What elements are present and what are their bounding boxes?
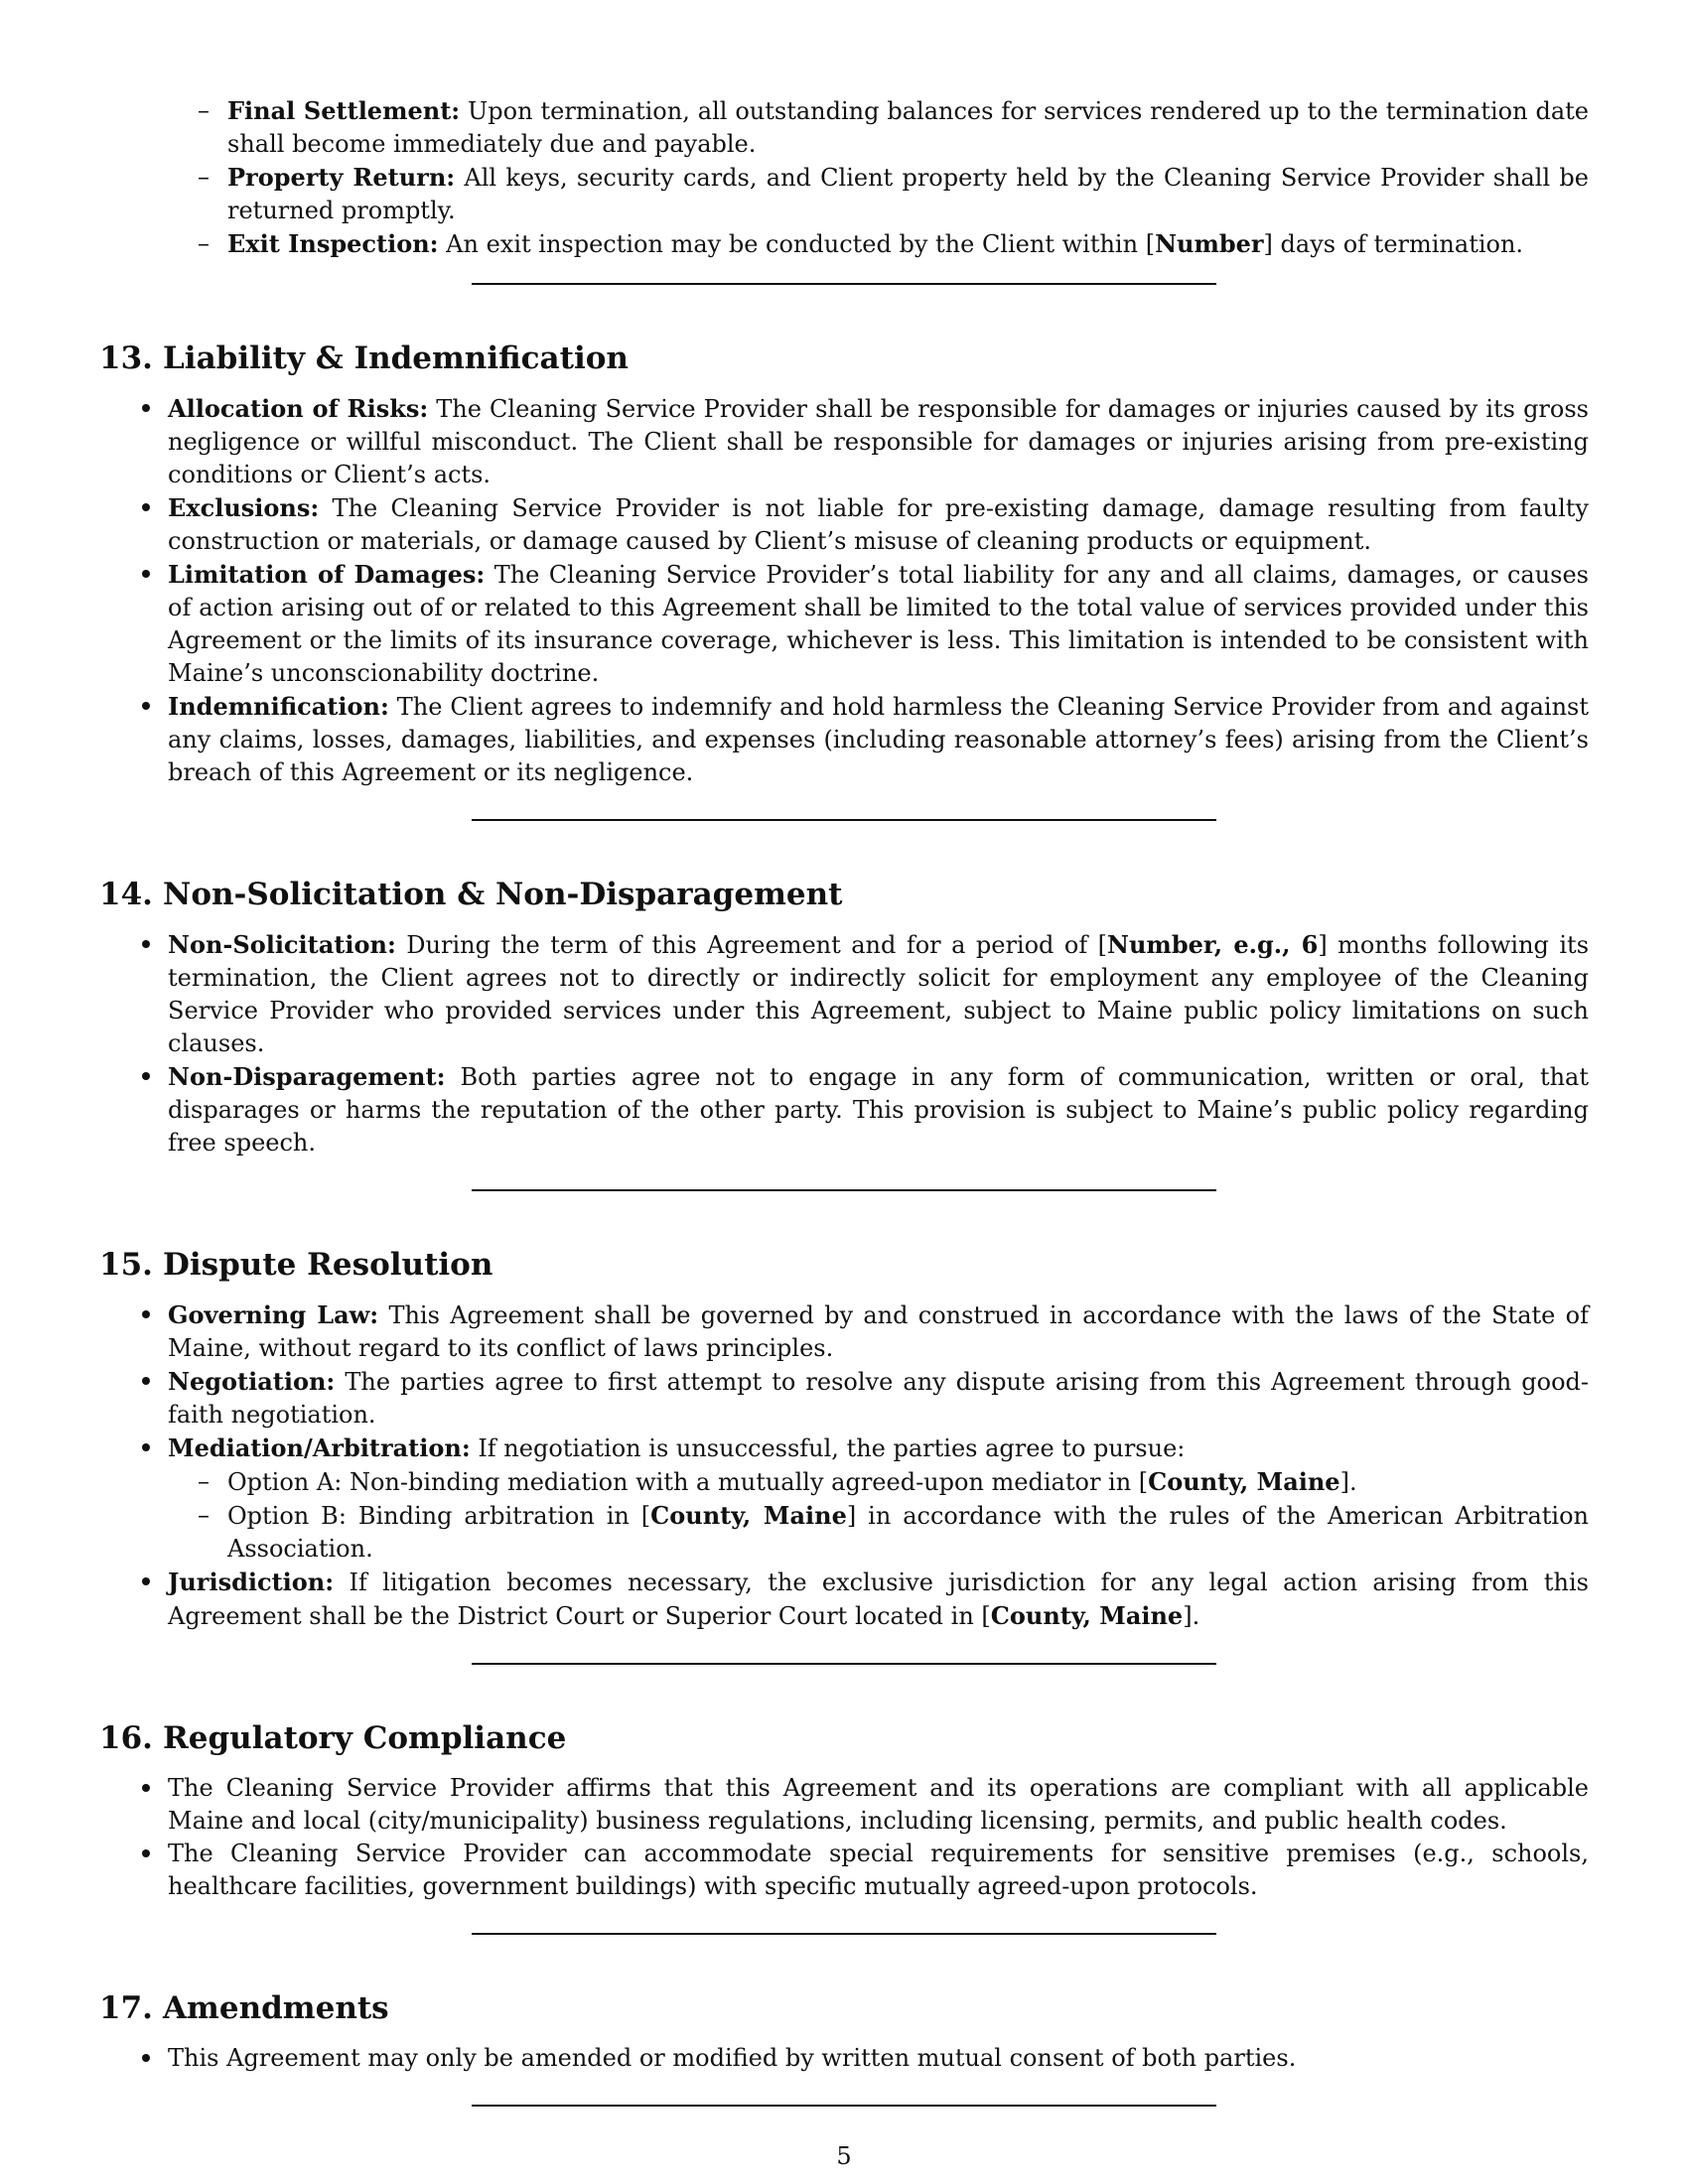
section-number: 17. [99,1990,153,2026]
bullet-marker [142,570,150,578]
dash-marker: – [198,163,210,191]
item-text: Option B: Binding arbitration in [ [227,1502,651,1530]
item-label: Limitation of Damages: [168,560,486,589]
item-text: If negotiation is unsuccessful, the parties agree to pursue: [470,1434,1186,1462]
item-text: The Cleaning Service Provider shall be responsible for damages or injuries caused by its gross negligence or willful misconduct. The Client shall be responsible for damages or injuries arising from pre-existing conditions or Client’s acts. [168,395,1589,488]
item-text: If litigation becomes necessary, the exclusive jurisdiction for any legal action arising from this Agreement shall be the District Court or Superior Court located in [ [168,1569,1589,1630]
bullet-marker [142,1577,150,1585]
item-label: Negotiation: [168,1367,336,1396]
section-divider [472,1933,1216,1935]
list-item [198,161,1589,227]
section-number: 14. [99,877,153,912]
bullet-marker [142,1072,150,1080]
section-heading-16 [99,1718,1589,1758]
section-17-list [99,2042,1589,2075]
section-title: Dispute Resolution [163,1247,493,1283]
section-number: 16. [99,1720,153,1756]
section-divider [472,1663,1216,1665]
item-label: Non-Disparagement: [168,1062,446,1091]
bullet-marker [142,1784,150,1792]
item-label: Exclusions: [168,493,320,522]
list-item [198,94,1589,161]
list-item [168,1566,1589,1633]
bullet-marker [142,940,150,948]
list-item [168,491,1589,558]
section-15-list [99,1298,1589,1633]
section-divider [472,1189,1216,1191]
section-14-list [99,928,1589,1160]
bullet-marker [142,1310,150,1318]
list-item [198,1465,1589,1499]
section-heading-14 [99,875,1589,914]
placeholder-field: Number [1155,229,1264,258]
list-item [168,1060,1589,1160]
item-text: ] days of termination. [1263,230,1524,258]
dash-marker: – [198,96,210,124]
section-divider [472,283,1216,285]
list-item [168,1838,1589,1903]
item-text: ] months following its termination, the Client agrees not to directly or indirectly solicit for employment any employee of the Cleaning Service Provider who provided services under this Agreement, subject to Maine public policy limitations on such clauses. [168,931,1590,1057]
item-label: Indemnification: [168,692,389,721]
item-label: Final Settlement: [227,96,461,125]
list-item [168,1772,1589,1838]
page-number: 5 [836,2142,852,2170]
item-label: Governing Law: [168,1300,379,1329]
item-text: This Agreement may only be amended or modified by written mutual consent of both parties. [168,2044,1297,2072]
placeholder-field: Number, e.g., 6 [1107,930,1319,959]
placeholder-field: County, Maine [1148,1467,1340,1496]
placeholder-field: County, Maine [990,1601,1184,1630]
bullet-marker [142,2054,150,2062]
section-title: Non-Solicitation & Non-Disparagement [163,877,843,912]
section-heading-13 [99,339,1589,378]
options-sublist [168,1465,1589,1566]
bullet-marker [142,1849,150,1857]
list-item [168,690,1589,789]
list-item [198,1499,1590,1566]
item-label: Exit Inspection: [227,229,439,258]
list-item [168,1365,1589,1432]
item-text: Option A: Non-binding mediation with a mutually agreed-upon mediator in [ [227,1468,1149,1496]
termination-provisions-list [198,94,1589,261]
list-item [168,558,1589,690]
section-heading-17 [99,1988,1589,2028]
list-item [168,1432,1589,1566]
bullet-marker [142,1377,150,1385]
section-title: Liability & Indemnification [163,341,629,376]
section-divider [472,2105,1216,2107]
item-label: Jurisdiction: [168,1568,335,1596]
item-text: This Agreement shall be governed by and construed in accordance with the laws of the State of Maine, without regard to its conflict of laws principles. [168,1301,1589,1362]
list-item [168,1298,1589,1365]
item-text: The Cleaning Service Provider can accommodate special requirements for sensitive premises (e.g., schools, healthcare facilities, government buildings) with specific mutually agreed-upon protocols. [168,1840,1589,1900]
item-label: Mediation/Arbitration: [168,1433,471,1462]
item-text: The Cleaning Service Provider is not liable for pre-existing damage, damage resulting from faulty construction or materials, or damage caused by Client’s misuse of cleaning products or equipment. [168,494,1589,555]
item-text: The parties agree to first attempt to resolve any dispute arising from this Agreement through good-faith negotiation. [168,1368,1589,1429]
list-item [168,392,1589,491]
section-divider [472,819,1216,821]
section-title: Regulatory Compliance [163,1720,567,1756]
bullet-marker [142,404,150,412]
item-text: ]. [1339,1468,1357,1496]
bullet-marker [142,702,150,710]
item-text: An exit inspection may be conducted by the Client within [ [438,230,1156,258]
item-text: During the term of this Agreement and for a period of [ [395,931,1108,959]
item-text: The Cleaning Service Provider’s total liability for any and all claims, damages, or causes of action arising out of or related to this Agreement shall be limited to the total value of services provided under this Agreement or the limits of its insurance coverage, whichever is less. This limitation is intended to be consistent with Maine’s unconscionability doctrine. [168,561,1589,687]
list-item [168,2042,1589,2075]
item-text: Both parties agree not to engage in any form of communication, written or oral, that disparages or harms the reputation of the other party. This provision is subject to Maine’s public policy regarding free speech. [168,1063,1589,1157]
item-label: Allocation of Risks: [168,394,429,423]
section-13-list [99,392,1589,789]
item-text: Upon termination, all outstanding balances for services rendered up to the termination date shall become immediately due and payable. [227,97,1589,158]
section-number: 13. [99,341,153,376]
item-text: The Cleaning Service Provider affirms that this Agreement and its operations are compliant with all applicable Maine and local (city/municipality) business regulations, including licensing, permits, and public health codes. [168,1774,1589,1835]
section-16-list [99,1772,1589,1903]
section-title: Amendments [163,1990,389,2026]
bullet-marker [142,503,150,511]
bullet-marker [142,1443,150,1451]
list-item [198,227,1589,261]
dash-marker: – [198,1501,210,1529]
list-item [168,928,1589,1060]
placeholder-field: County, Maine [650,1501,847,1530]
item-label: Property Return: [227,163,456,192]
dash-marker: – [198,1467,210,1495]
item-text: ]. [1183,1602,1200,1630]
item-text: ] in accordance with the rules of the American Arbitration Association. [227,1502,1590,1563]
dash-marker: – [198,229,210,257]
item-text: All keys, security cards, and Client property held by the Cleaning Service Provider shall be returned promptly. [227,164,1589,224]
section-number: 15. [99,1247,153,1283]
item-label: Non-Solicitation: [168,930,396,959]
item-text: The Client agrees to indemnify and hold harmless the Cleaning Service Provider from and against any claims, losses, damages, liabilities, and expenses (including reasonable attorney’s fees) arising from the Client’s breach of this Agreement or its negligence. [168,693,1589,786]
section-heading-15 [99,1245,1589,1285]
